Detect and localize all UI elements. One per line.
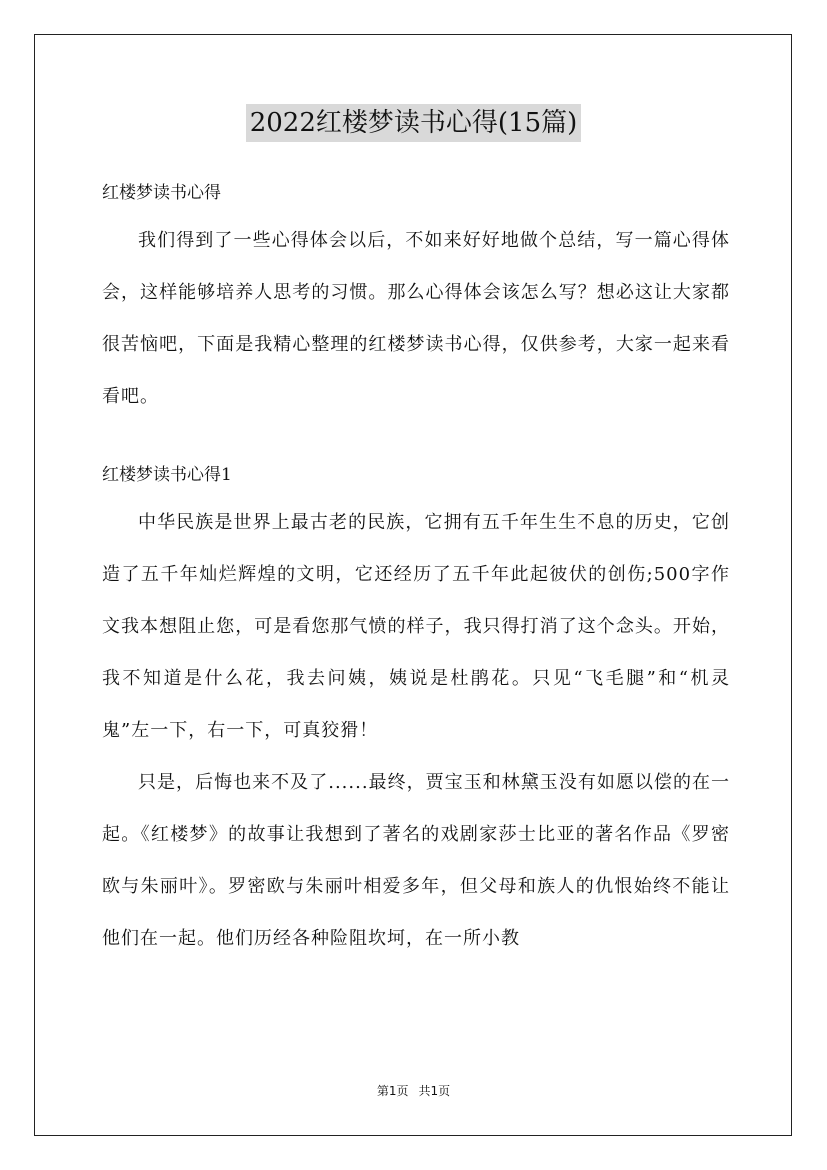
paragraph: 只是，后悔也来不及了......最终，贾宝玉和林黛玉没有如愿以偿的在一起。《红楼梦》的故事让我想到了著名的戏剧家莎士比亚的著名作品《罗密欧与朱丽叶》。罗密欧与朱丽叶相爱多年，但父母和族人的仇恨始终不能让他们在一起。他们历经各种险阻坎坷，在一所小教 <box>102 772 730 949</box>
section-heading: 红楼梦读书心得 <box>102 183 221 203</box>
document-title: 2022红楼梦读书心得(15篇) <box>246 104 582 142</box>
section-heading: 红楼梦读书心得1 <box>102 465 232 485</box>
document-body <box>102 175 730 965</box>
section-intro <box>102 175 730 423</box>
title-container <box>0 104 827 142</box>
page-footer <box>0 1083 827 1099</box>
page-number-total: 共1页 <box>418 1084 451 1098</box>
section-spacer <box>102 423 730 457</box>
paragraph: 我们得到了一些心得体会以后，不如来好好地做个总结，写一篇心得体会，这样能够培养人思考的习惯。那么心得体会该怎么写？想必这让大家都很苦恼吧，下面是我精心整理的红楼梦读书心得，仅供参考，大家一起来看看吧。 <box>102 230 730 407</box>
section-1 <box>102 457 730 965</box>
page-number-current: 第1页 <box>376 1084 409 1098</box>
paragraph: 中华民族是世界上最古老的民族，它拥有五千年生生不息的历史，它创造了五千年灿烂辉煌的文明，它还经历了五千年此起彼伏的创伤;500字作文我本想阻止您，可是看您那气愤的样子，我只得打消了这个念头。开始，我不知道是什么花，我去问姨，姨说是杜鹃花。只见“飞毛腿”和“机灵鬼”左一下，右一下，可真狡猾！ <box>102 512 730 741</box>
